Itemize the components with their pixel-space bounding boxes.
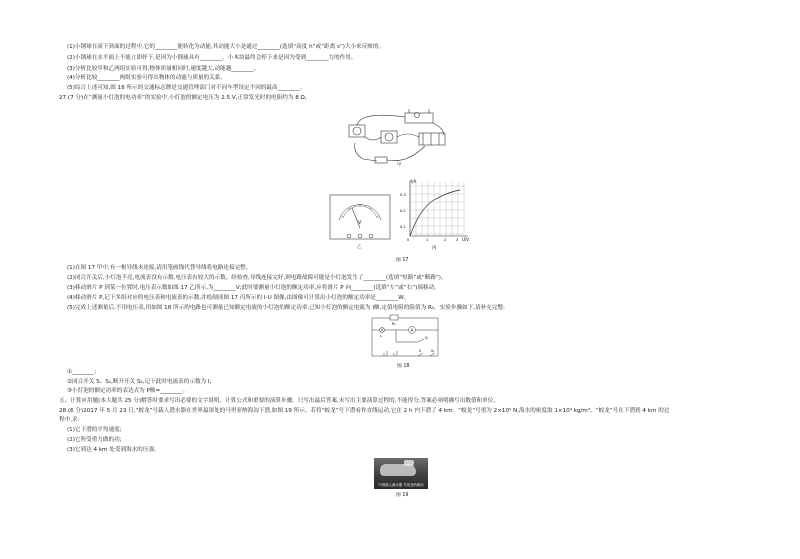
graph-xtick: 0 [407,238,410,242]
svg-text:S₂: S₂ [431,349,435,353]
graph-xtick: 1 [426,238,429,242]
q27-part2: (2)闭合开关后,小灯泡不亮,电流表没有示数,电压表有较大的示数。经检查,导线连接完好,则电路故障可能是小灯泡发生了________(选填“短路”或“断路”)。 [67,275,447,281]
q28-stem: 28.(6 分)2017 年 5 月 23 日,“蛟龙”号载人潜水器在世界最深处的马里亚纳海沟下潜,如图 19 所示。若将“蛟龙”号下潜看作直线运动,它在 2 h 内下潜了 4 km。“蛟龙”号重为 2×10⁵ N,海水的密度取 1×10³ kg/m³。“蛟龙”号在下潜到 4 km 的过 [59,408,670,414]
fig18-caption: 图 18 [397,364,410,369]
svg-text:R₀: R₀ [392,322,396,326]
svg-text:L: L [380,334,382,338]
graph-xtick: 3 [456,238,459,242]
fig19-caption: 图 19 [396,493,409,498]
svg-text:S₁: S₁ [425,336,429,340]
fig17-bing-label: 丙 [432,246,437,250]
q27-stem: 27.(7 分)在“测量小灯泡的电功率”的实验中,小灯泡的额定电压为 2.5 V,正常发光时的电阻约为 8 Ω。 [59,95,311,101]
graph-ytick: 0.2 [400,209,406,213]
section-5-heading: 五、计算应用题(本大题共 25 分)解答时要求写出必要的文字说明、计算公式和重要的演算步骤。只写出最后答案,未写出主要演算过程的,不能得分,答案必须明确写出数值和单位。 [59,398,499,404]
q28-req-1: (1)它下潜的平均速度; [67,427,122,433]
fig17-yi-label: 乙 [357,245,362,250]
graph-ylabel: I/A [411,179,417,184]
q28-req-2: (2)它所受重力做的功; [67,437,122,443]
fig17-jia-circuit [345,107,457,167]
svg-text:V: V [358,220,362,226]
graph-xtick: 2 [444,238,447,242]
fig17-caption: 图 17 [396,258,409,263]
graph-ytick: 0.1 [400,225,406,229]
q28-stem-cont: 程中,求: [59,417,80,423]
q26-part1: (1)小钢球在滚下斜面的过程中,它的________能转化为动能,其动能大小是通过________(选填“高度 h”或“距离 s”)大小来反映的。 [67,44,385,50]
fig17-bing-graph [398,178,472,250]
step-3: ③小灯泡的额定功率的表达式为 P额=________。 [67,388,189,394]
svg-text:S: S [419,349,422,353]
q27-part4: (4)移动滑片 P,记下多组对应的电压表和电流表的示数,并绘制成图 17 丙所示的 I-U 图像,由图像可计算出小灯泡的额定功率是________W。 [67,295,410,301]
q26-part5: (5)综合上述可知,图 16 所示的交通标志牌是交通管理部门对不同车型设定不同的最高________。 [67,85,306,91]
fig19-photo-text: 中国载人潜水器 马里亚纳海沟 [378,483,424,487]
fig18-circuit [368,314,442,360]
step-1: ①________; [67,369,97,375]
graph-ytick: 0.3 [400,193,406,197]
svg-text:A: A [410,328,414,333]
step-2: ②闭合开关 S、S₁,断开开关 S₂,记下此时电流表的示数为 I; [67,379,212,385]
q26-part4: (4)分析比较________两组实验可得出物体的动能与质量的关系。 [67,75,226,81]
fig19-photo [374,458,428,489]
q27-part3: (3)移动滑片 P 到某一位置时,电压表示数如图 17 乙所示,为________V;此时要测量小灯泡的额定功率,应将滑片 P 向________(选填“左”或“右”)端移动。 [67,285,440,291]
q28-req-3: (3)它到达 4 km 处受到海水的压强。 [67,447,160,453]
fig17-jia-label: 甲 [397,163,402,167]
q27-part5: (5)完成上述测量后,不用电压表,用如图 18 所示的电路也可测量已知额定电流的小灯泡的额定功率,已知小灯泡的额定电流为 I额,定值电阻的阻值为 R₀。实验步骤如下,请补充完整: [67,305,505,311]
fig17-yi-meter [329,194,391,250]
q27-part1: (1)在图 17 甲中,有一根导线未连接,请用笔画线代替导线将电路连接完整。 [67,265,252,271]
graph-xlabel: U/V [462,237,470,242]
q26-part3: (3)分析比较甲和乙两组实验可得,物体质量相同时,速度越大,动能越________。 [67,66,260,72]
q26-part2: (2)小钢球在水平面上不能立即停下,是因为小钢球具有________。小木块最终会停下来是因为受到________力的作用。 [67,55,357,61]
